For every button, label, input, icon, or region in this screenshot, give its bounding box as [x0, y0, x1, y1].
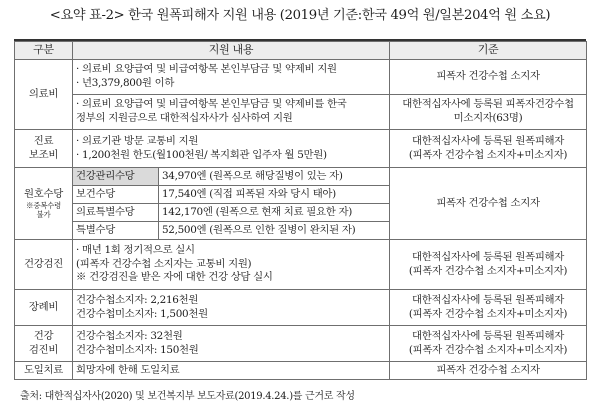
content-line: · 1,200천원 한도(월100천원/ 복지회관 입주자 월 5만원) [76, 148, 327, 161]
category-prosthetic: 도일치료 [15, 362, 73, 380]
table-row [15, 95, 587, 130]
category-note: ※중복수령 [26, 201, 61, 211]
category-checkup: 건강검진 [15, 240, 73, 290]
criteria-line: 대한적십자사에 등록된 원폭피해자 [411, 134, 565, 147]
content-line: 정부의 지원금으로 대한적십자사가 심사하여 지원 [76, 112, 293, 124]
table-row [15, 362, 587, 380]
category-line: 검진비 [28, 343, 59, 356]
category-exam [15, 326, 73, 362]
criteria-cell [390, 95, 587, 130]
support-table [14, 41, 587, 380]
content-line: · 년3,379,800원 이하 [76, 77, 175, 89]
source-note: 출처: 대한적십자사(2020) 및 보건복지부 보도자료(2019.4.24.)를 근거로 작성 [20, 391, 355, 402]
category-allowance [15, 168, 73, 240]
content-line: · 의료비 요양급여 및 비급여항목 본인부담금 및 약제비를 한국 [76, 98, 347, 111]
content-cell [73, 60, 390, 95]
allowance-amount: 34,970엔 (원폭으로 해당질병이 있는 자) [159, 168, 390, 186]
content-line: 건강수첩소지자: 2,216천원 [76, 293, 199, 306]
criteria-line: (피폭자 건강수첩 소지자+미소지자) [408, 148, 568, 161]
criteria-cell: 피폭자 건강수첩 소지자 [390, 60, 587, 95]
category-line: 건강 [33, 329, 54, 342]
content-line: 건강수첩미소지자: 150천원 [76, 343, 199, 356]
allowance-amount: 17,540엔 (직접 피폭된 자와 당시 태아) [159, 186, 390, 204]
criteria-line: 대한적십자사에 등록된 원폭피해자 [411, 293, 565, 306]
content-cell [73, 326, 390, 362]
table-row [15, 326, 587, 362]
criteria-line: (피폭자 건강수첩 소지자+미소지자) [408, 343, 568, 356]
table-row [15, 240, 587, 290]
criteria-cell: 피폭자 건강수첩 소지자 [390, 168, 587, 240]
header-row [15, 42, 587, 60]
content-line: 건강수첩소지자: 32천원 [76, 329, 183, 342]
allowance-name: 보건수당 [73, 186, 159, 204]
category-line: 원호수당 [24, 187, 63, 200]
category-funeral: 장례비 [15, 290, 73, 326]
criteria-cell [390, 326, 587, 362]
category-care [15, 130, 73, 168]
content-cell [73, 240, 390, 290]
table-row [15, 130, 587, 168]
table-title: <요약 표-2> 한국 원폭피해자 지원 내용 (2019년 기준:한국 49억 원/일본204억 원 소요) [49, 8, 551, 23]
allowance-name: 건강관리수당 [73, 168, 159, 186]
content-cell [73, 95, 390, 130]
category-line: 진료 [33, 134, 54, 147]
criteria-cell [390, 290, 587, 326]
criteria-line: 대한적십자사에 등록된 원폭피해자 [411, 329, 565, 342]
header-criteria: 기준 [390, 42, 587, 60]
allowance-name: 의료특별수당 [73, 204, 159, 222]
content-cell [73, 130, 390, 168]
content-line: ※ 건강검진을 받은 자에 대한 건강 상담 실시 [76, 271, 273, 284]
content-line: · 의료비 요양급여 및 비급여항목 본인부담금 및 약제비 지원 [76, 63, 337, 76]
criteria-line: (피폭자 건강수첩 소지자+미소지자) [408, 264, 568, 277]
content-line: · 의료기관 방문 교통비 지원 [76, 134, 199, 147]
content-cell [73, 290, 390, 326]
criteria-cell: 피폭자 건강수첩 소지자 [390, 362, 587, 380]
category-note: 불가 [36, 210, 51, 220]
header-content: 지원 내용 [73, 42, 390, 60]
criteria-cell [390, 240, 587, 290]
table-row [15, 168, 587, 186]
criteria-line: (피폭자 건강수첩 소지자+미소지자) [408, 307, 568, 320]
table-row [15, 60, 587, 95]
category-line: 보조비 [28, 148, 59, 161]
allowance-amount: 142,170엔 (원폭으로 현재 치료 필요한 자) [159, 204, 390, 222]
content-line: · 매년 1회 정기적으로 실시 [76, 244, 195, 257]
content-line: 건강수첩미소지자: 1,500천원 [76, 307, 208, 320]
content-cell: 희망자에 한해 도일치료 [73, 362, 390, 380]
criteria-cell [390, 130, 587, 168]
header-category: 구분 [15, 42, 73, 60]
criteria-line: 대한적십자사에 등록된 원폭피해자 [411, 250, 565, 263]
allowance-name: 특별수당 [73, 222, 159, 240]
table-row [15, 290, 587, 326]
category-medical: 의료비 [15, 60, 73, 130]
content-line: (피폭자 건강수첩 소지자는 교통비 지원) [76, 257, 252, 270]
criteria-line: 미소지자(63명) [453, 112, 523, 124]
criteria-line: 대한적십자사에 등록된 피폭자건강수첩 [402, 98, 574, 111]
allowance-amount: 52,500엔 (원폭으로 인한 질병이 완치된 자) [159, 222, 390, 240]
